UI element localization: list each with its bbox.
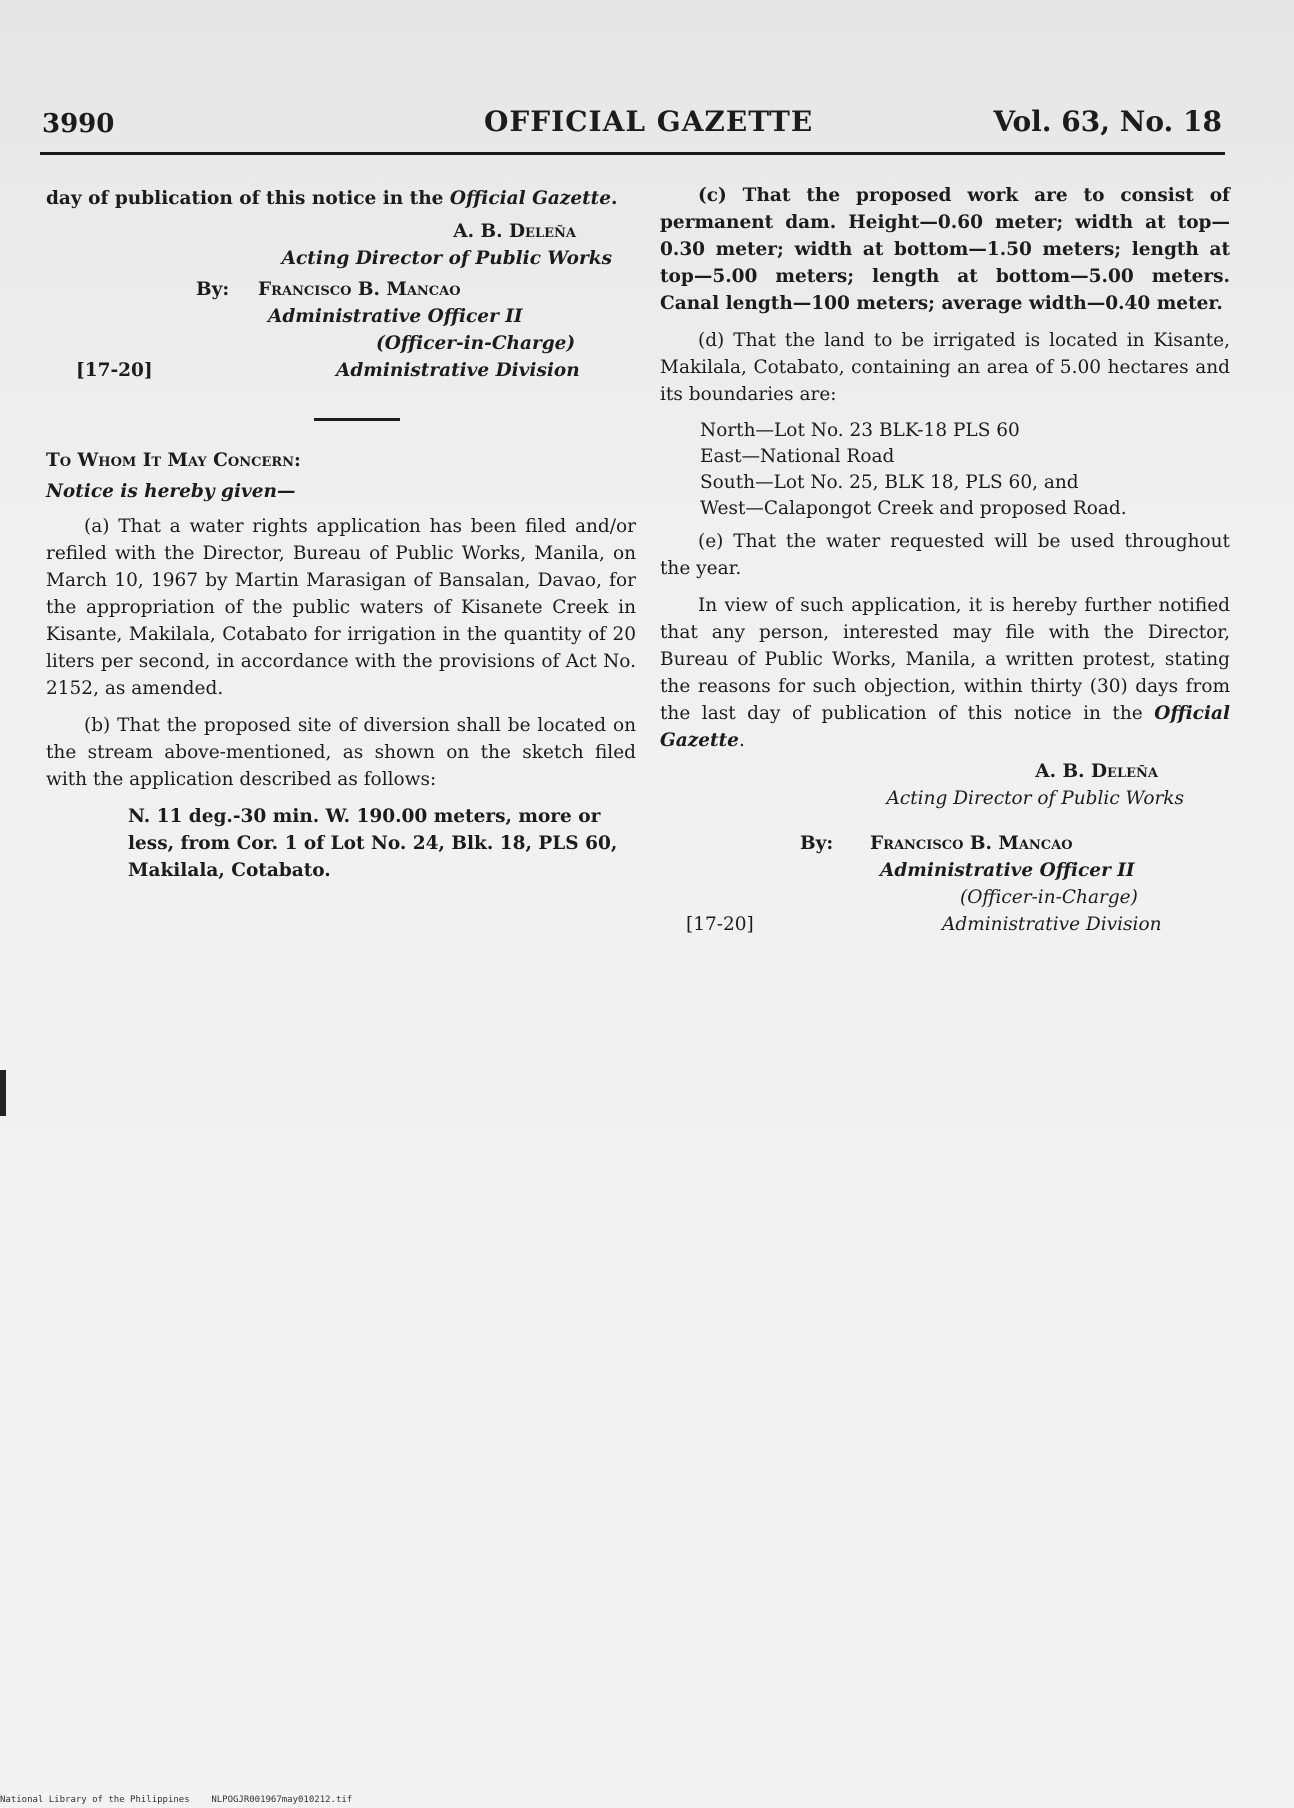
gazette-title: OFFICIAL GAZETTE [484, 105, 814, 138]
boundary-east: East—National Road [700, 446, 895, 467]
by-line [196, 276, 636, 303]
ref-row [660, 911, 1230, 938]
right-column [660, 182, 1230, 938]
salutation: To Whom It May Concern: [46, 450, 301, 471]
by-name: Francisco B. Mancao [258, 279, 461, 300]
paragraph-c: (c) That the proposed work are to consist of permanent dam. Height—0.60 meter; width at top—0.30 meter; width at bottom—1.50 meters; length at top—5.00 meters; length at bottom—5.00 meters. Canal length—100 meters; average width—0.40 meter. [660, 185, 1230, 314]
division-name: Administrative Division [336, 360, 580, 381]
diversion-location: N. 11 deg.-30 min. W. 190.00 meters, more or less, from Cor. 1 of Lot No. 24, Blk. 18, PLS 60, Makilala, Cotabato. [128, 806, 618, 881]
officer-title: Administrative Officer II [268, 306, 523, 327]
volume-number: Vol. 63, No. 18 [993, 105, 1222, 138]
signatory-name: A. B. Deleña [1035, 761, 1158, 782]
header-rule [40, 152, 1225, 155]
scan-footer: National Library of the Philippines NLPOGJR001967may010212.tif [0, 1795, 353, 1805]
opening-line: day of publication of this notice in the Official Gazette. [46, 188, 618, 209]
signature-block-right [660, 758, 1230, 938]
by-name: Francisco B. Mancao [870, 833, 1073, 854]
notice-heading: Notice is hereby given— [46, 481, 296, 502]
issue-ref: [17-20] [686, 914, 754, 935]
paragraph-d: (d) That the land to be irrigated is located in Kisante, Makilala, Cotabato, containing an area of 5.00 hectares and its boundaries are: [660, 330, 1230, 405]
issue-ref: [17-20] [76, 360, 153, 381]
officer-title: Administrative Officer II [880, 860, 1135, 881]
signatory-title: Acting Director of Public Works [886, 788, 1184, 809]
officer-in-charge: (Officer-in-Charge) [376, 333, 576, 354]
by-label: By: [800, 833, 834, 854]
by-line [800, 830, 1230, 857]
page-header [42, 105, 1222, 145]
officer-in-charge: (Officer-in-Charge) [960, 887, 1138, 908]
boundary-south: South—Lot No. 25, BLK 18, PLS 60, and [700, 472, 1079, 493]
left-column [46, 185, 636, 884]
signatory-name: A. B. Deleña [453, 221, 576, 242]
signatory-title: Acting Director of Public Works [281, 248, 612, 269]
section-divider [314, 418, 400, 421]
paragraph-e: (e) That the water requested will be used throughout the year. [660, 531, 1230, 579]
paragraph-f: In view of such application, it is hereby further notified that any person, interested may file with the Director, Bureau of Public Works, Manila, a written protest, stating the reasons for such objection, within thirty (30) days from the last day of publication of this notice in the Official Gazette. [660, 595, 1230, 751]
paragraph-b: (b) That the proposed site of diversion shall be located on the stream above-mentioned, as shown on the sketch filed with the application described as follows: [46, 715, 636, 790]
signature-block [46, 218, 636, 384]
page-number: 3990 [42, 109, 115, 139]
boundary-north: North—Lot No. 23 BLK-18 PLS 60 [700, 420, 1020, 441]
paragraph-a: (a) That a water rights application has been filed and/or refiled with the Director, Bureau of Public Works, Manila, on March 10, 1967 by Martin Marasigan of Bansalan, Davao, for the appropriation of the public waters of Kisanete Creek in Kisante, Makilala, Cotabato for irrigation in the quantity of 20 liters per second, in accordance with the provisions of Act No. 2152, as amended. [46, 516, 636, 699]
ref-row [46, 357, 636, 384]
by-label: By: [196, 279, 230, 300]
boundaries-list [700, 418, 1230, 522]
boundary-west: West—Calapongot Creek and proposed Road. [700, 498, 1127, 519]
division-name: Administrative Division [942, 914, 1162, 935]
scan-edge-mark [0, 1070, 6, 1116]
